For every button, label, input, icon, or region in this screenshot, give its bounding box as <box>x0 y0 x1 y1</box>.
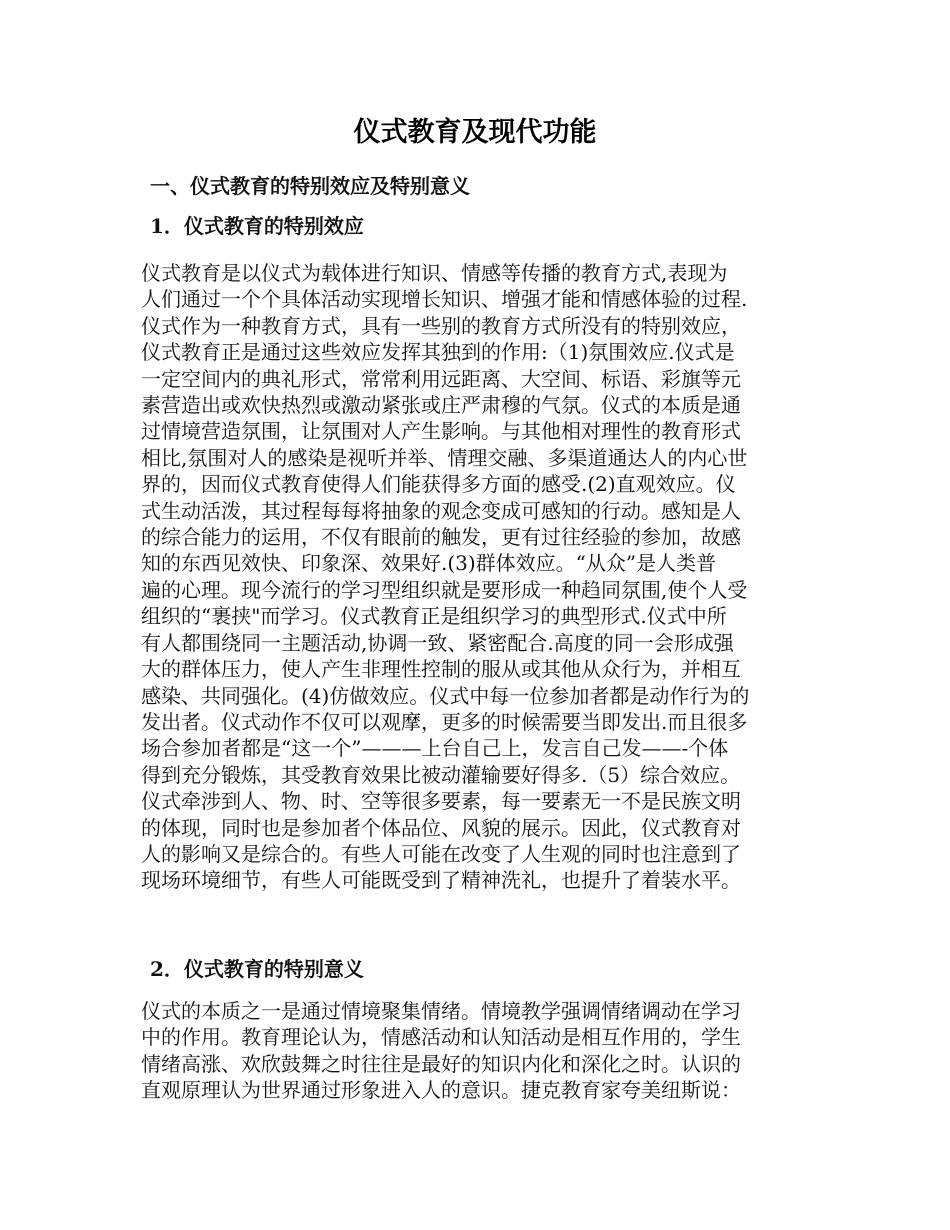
section-heading-1: 一、仪式教育的特别效应及特别意义 <box>150 174 470 198</box>
paragraph-line: 大的群体压力，使人产生非理性控制的服从或其他从众行为，并相互 <box>141 657 741 682</box>
paragraph-line: 知的东西见效快、印象深、效果好.(3)群体效应。“从众”是人类普 <box>141 551 717 576</box>
paragraph-line: 仪式教育正是通过这些效应发挥其独到的作用:（1)氛围效应.仪式是 <box>141 340 735 365</box>
paragraph-line: 感染、共同强化。(4)仿做效应。仪式中每一位参加者都是动作行为的 <box>141 683 750 708</box>
paragraph-line: 仪式牵涉到人、物、时、空等很多要素，每一要素无一不是民族文明 <box>141 789 741 814</box>
paragraph-line: 组织的“裹挟"而学习。仪式教育正是组织学习的典型形式.仪式中所 <box>141 604 727 629</box>
paragraph-line: 现场环境细节，有些人可能既受到了精神洗礼，也提升了着装水平。 <box>141 868 741 893</box>
paragraph-line: 仪式的本质之一是通过情境聚集情绪。情境教学强调情绪调动在学习 <box>141 999 741 1023</box>
document-title: 仪式教育及现代功能 <box>353 117 597 148</box>
subsection-heading-1: 1．仪式教育的特别效应 <box>150 214 364 238</box>
paragraph-line: 界的，因而仪式教育使得人们能获得多方面的感受.(2)直观效应。仪 <box>141 472 736 497</box>
paragraph-line: 中的作用。教育理论认为，情感活动和认知活动是相互作用的，学生 <box>141 1025 741 1050</box>
paragraph-line: 式生动活泼，其过程每每将抽象的观念变成可感知的行动。感知是人 <box>141 498 741 523</box>
paragraph-line: 相比,氛围对人的感染是视听并举、情理交融、多渠道通达人的内心世 <box>141 445 748 470</box>
paragraph-line: 的体现，同时也是参加者个体品位、风貌的展示。因此，仪式教育对 <box>141 815 741 840</box>
paragraph-line: 过情境营造氛围，让氛围对人产生影响。与其他相对理性的教育形式 <box>141 419 741 444</box>
paragraph-line: 遍的心理。现今流行的学习型组织就是要形成一种趋同氛围,使个人受 <box>141 577 748 602</box>
paragraph-line: 有人都围绕同一主题活动,协调一致、紧密配合.高度的同一会形成强 <box>141 630 734 655</box>
paragraph-line: 仪式作为一种教育方式，具有一些别的教育方式所没有的特别效应， <box>141 313 741 338</box>
paragraph-line: 直观原理认为世界通过形象进入人的意识。捷克教育家夸美纽斯说： <box>141 1078 741 1103</box>
paragraph-line: 得到充分锻炼，其受教育效果比被动灌输要好得多.（5）综合效应。 <box>141 762 741 787</box>
paragraph-line: 情绪高涨、欢欣鼓舞之时往往是最好的知识内化和深化之时。认识的 <box>141 1051 741 1076</box>
subsection-heading-2: 2．仪式教育的特别意义 <box>150 957 364 981</box>
paragraph-line: 场合参加者都是“这一个”———上台自己上，发言自己发——-个体 <box>141 736 729 761</box>
paragraph-special-effects <box>141 260 811 894</box>
paragraph-special-significance <box>141 998 811 1104</box>
paragraph-line: 人的影响又是综合的。有些人可能在改变了人生观的同时也注意到了 <box>141 841 741 866</box>
paragraph-line: 仪式教育是以仪式为载体进行知识、情感等传播的教育方式,表现为 <box>141 261 728 285</box>
paragraph-line: 人们通过一个个具体活动实现增长知识、增强才能和情感体验的过程. <box>141 287 748 312</box>
paragraph-line: 发出者。仪式动作不仅可以观摩，更多的时候需要当即发出.而且很多 <box>141 709 748 734</box>
paragraph-line: 的综合能力的运用，不仅有眼前的触发，更有过往经验的参加，故感 <box>141 525 741 550</box>
paragraph-line: 素营造出或欢快热烈或激动紧张或庄严肃穆的气氛。仪式的本质是通 <box>141 393 741 418</box>
paragraph-line: 一定空间内的典礼形式，常常利用远距离、大空间、标语、彩旗等元 <box>141 366 741 391</box>
